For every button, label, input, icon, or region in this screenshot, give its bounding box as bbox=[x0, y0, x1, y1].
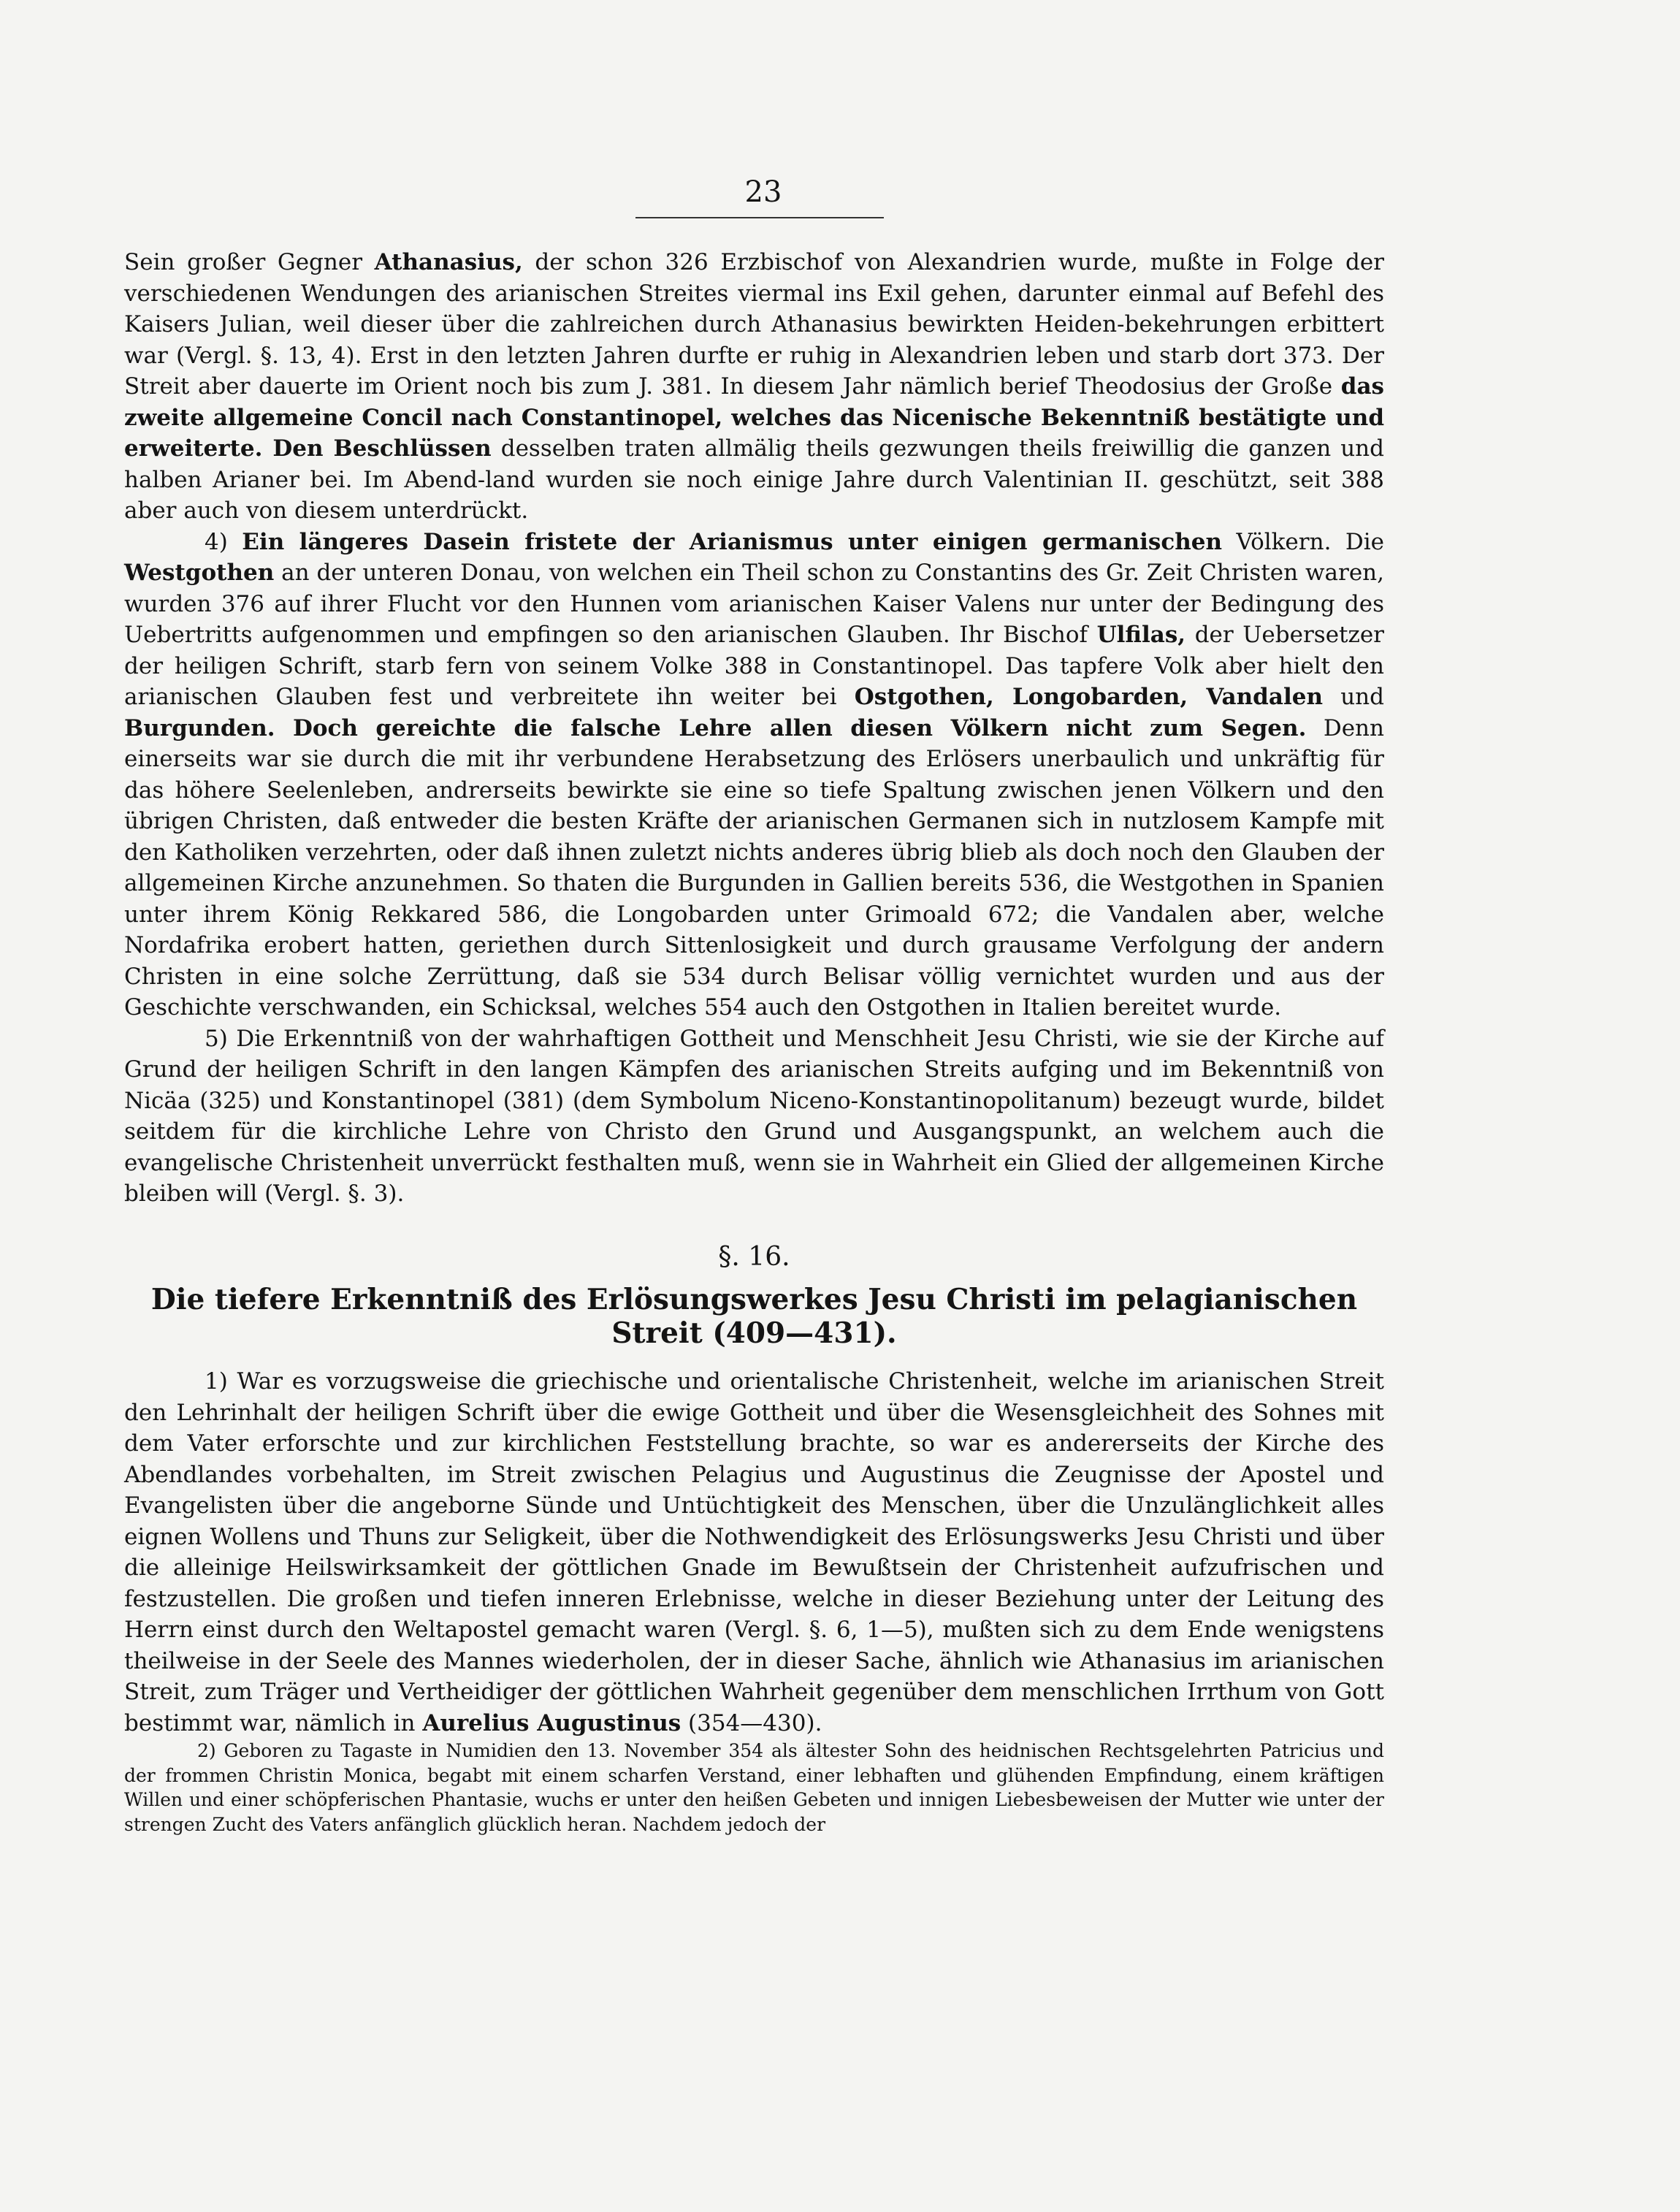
page-number: 23 bbox=[744, 175, 782, 209]
paragraph-4-arianism bbox=[124, 527, 1384, 1023]
text-run: Sein großer Gegner bbox=[124, 249, 375, 275]
section-title: Die tiefere Erkenntniß des Erlösungswerkes Jesu Christi im pelagianischen Streit (409—431). bbox=[150, 1283, 1358, 1350]
paragraph-athanasius bbox=[124, 247, 1384, 527]
text-run: Völkern. Die bbox=[1222, 528, 1385, 555]
text-run: der Uebersetzer der heiligen Schrift, starb fern von seinem Volke 388 in Constantinopel. Das tapfere Volk aber hielt den arianischen Glauben fest und verbreitete ihn weiter bei bbox=[124, 622, 1384, 710]
text-run: desselben traten allmälig theils gezwungen theils freiwillig die ganzen und halben Arianer bei. Im Abend-land wurden sie noch einige Jahre durch Valentinian II. geschützt, seit 388 aber auch von diesem unterdrückt. bbox=[124, 435, 1384, 524]
bold-run: Ein längeres Dasein fristete der Arianismus unter einigen germanischen bbox=[242, 528, 1223, 555]
bold-run: Ostgothen, Longobarden, Vandalen bbox=[854, 684, 1323, 710]
text-run: 4) bbox=[205, 528, 243, 555]
bold-run: das zweite allgemeine Concil nach Constantinopel, welches das Nicenische Bekenntniß bestätigte und erweiterte. Den Beschlüssen bbox=[124, 373, 1384, 462]
section-number: §. 16. bbox=[718, 1241, 790, 1272]
page-body bbox=[124, 247, 1384, 1837]
bold-run: Aurelius Augustinus bbox=[422, 1709, 681, 1736]
paragraph-2-birth: 2) Geboren zu Tagaste in Numidien den 13. November 354 als ältester Sohn des heidnischen Rechtsgelehrten Patricius und der frommen Christin Monica, begabt mit einem scharfen Verstand, einer lebhaften und glühenden Empfindung, einem kräftigen Willen und einer schöpferischen Phantasie, wuchs er unter den heißen Gebeten und innigen Liebesbeweisen der Mutter wie unter der strengen Zucht des Vaters anfänglich glücklich heran. Nachdem jedoch der bbox=[124, 1740, 1384, 1835]
text-run: (354—430). bbox=[681, 1709, 822, 1736]
paragraph-5-creed: 5) Die Erkenntniß von der wahrhaftigen Gottheit und Menschheit Jesu Christi, wie sie der Kirche auf Grund der heiligen Schrift in den langen Kämpfen des arianischen Streits aufging und im Bekenntniß von Nicäa (325) und Konstantinopel (381) (dem Symbolum Niceno-Konstantinopolitanum) bezeugt wurde, bildet seitdem für die kirchliche Lehre von Christo den Grund und Ausgangspunkt, an welchem auch die evangelische Christenheit unverrückt festhalten muß, wenn sie in Wahrheit ein Glied der allgemeinen Kirche bleiben will (Vergl. §. 3). bbox=[124, 1025, 1384, 1207]
bold-run: Burgunden. Doch gereichte die falsche Lehre allen diesen Völkern nicht zum Segen. bbox=[124, 714, 1307, 741]
text-run: der schon 326 Erzbischof von Alexandrien wurde, mußte in Folge der verschiedenen Wendungen des arianischen Streites viermal ins Exil gehen, darunter einmal auf Befehl des Kaisers Julian, weil dieser über die zahlreichen durch Athanasius bewirkten Heiden-bekehrungen erbittert war (Vergl. §. 13, 4). Erst in den letzten Jahren durfte er ruhig in Alexandrien leben und starb dort 373. Der Streit aber dauerte im Orient noch bis zum J. 381. In diesem Jahr nämlich berief Theodosius der Große bbox=[124, 249, 1384, 400]
text-run: und bbox=[1322, 684, 1384, 710]
text-run: 1) War es vorzugsweise die griechische und orientalische Christenheit, welche im arianischen Streit den Lehrinhalt der heiligen Schrift über die ewige Gottheit und über die Wesensgleichheit des Sohnes mit dem Vater erforschte und zur kirchlichen Feststellung brachte, so war es andererseits der Kirche des Abendlandes vorbehalten, im Streit zwischen Pelagius und Augustinus die Zeugnisse der Apostel und Evangelisten über die angeborne Sünde und Untüchtigkeit des Menschen, über die Unzulänglichkeit alles eignen Wollens und Thuns zur Seligkeit, über die Nothwendigkeit des Erlösungswerks Jesu Christi und über die alleinige Heilswirksamkeit der göttlichen Gnade im Bewußtsein der Christenheit aufzufrischen und festzustellen. Die großen und tiefen inneren Erlebnisse, welche in dieser Beziehung unter der Leitung des Herrn einst durch den Weltapostel gemacht waren (Vergl. §. 6, 1—5), mußten sich zu dem Ende wenigstens theilweise in der Seele des Mannes wiederholen, der in dieser Sache, ähnlich wie Athanasius im arianischen Streit, zum Träger und Vertheidiger der göttlichen Wahrheit gegenüber dem menschlichen Irrthum von Gott bestimmt war, nämlich in bbox=[124, 1368, 1384, 1736]
paragraph-1-augustinus bbox=[124, 1366, 1384, 1739]
text-run: Denn einerseits war sie durch die mit ihr verbundene Herabsetzung des Erlösers unerbaulich und unkräftig für das höhere Seelenleben, andrerseits bewirkte sie eine so tiefe Spaltung zwischen jenen Völkern und den übrigen Christen, daß entweder die besten Kräfte der arianischen Germanen sich in nutzlosem Kampfe mit den Katholiken verzehrten, oder daß ihnen zuletzt nichts anderes übrig blieb als doch noch den Glauben der allgemeinen Kirche anzunehmen. So thaten die Burgunden in Gallien bereits 536, die Westgothen in Spanien unter ihrem König Rekkared 586, die Longobarden unter Grimoald 672; die Vandalen aber, welche Nordafrika erobert hatten, geriethen durch Sittenlosigkeit und durch grausame Verfolgung der andern Christen in eine solche Zerrüttung, daß sie 534 durch Belisar völlig vernichtet wurden und aus der Geschichte verschwanden, ein Schicksal, welches 554 auch den Ostgothen in Italien bereitet wurde. bbox=[124, 714, 1384, 1021]
header-rule bbox=[635, 217, 884, 218]
text-run: an der unteren Donau, von welchen ein Theil schon zu Constantins des Gr. Zeit Christen waren, wurden 376 auf ihrer Flucht vor den Hunnen vom arianischen Kaiser Valens nur unter der Bedingung des Uebertritts aufgenommen und empfingen so den arianischen Glauben. Ihr Bischof bbox=[124, 560, 1384, 648]
bold-run: Athanasius, bbox=[374, 249, 523, 275]
bold-run: Westgothen bbox=[124, 560, 275, 586]
bold-run: Ulfilas, bbox=[1096, 622, 1186, 648]
